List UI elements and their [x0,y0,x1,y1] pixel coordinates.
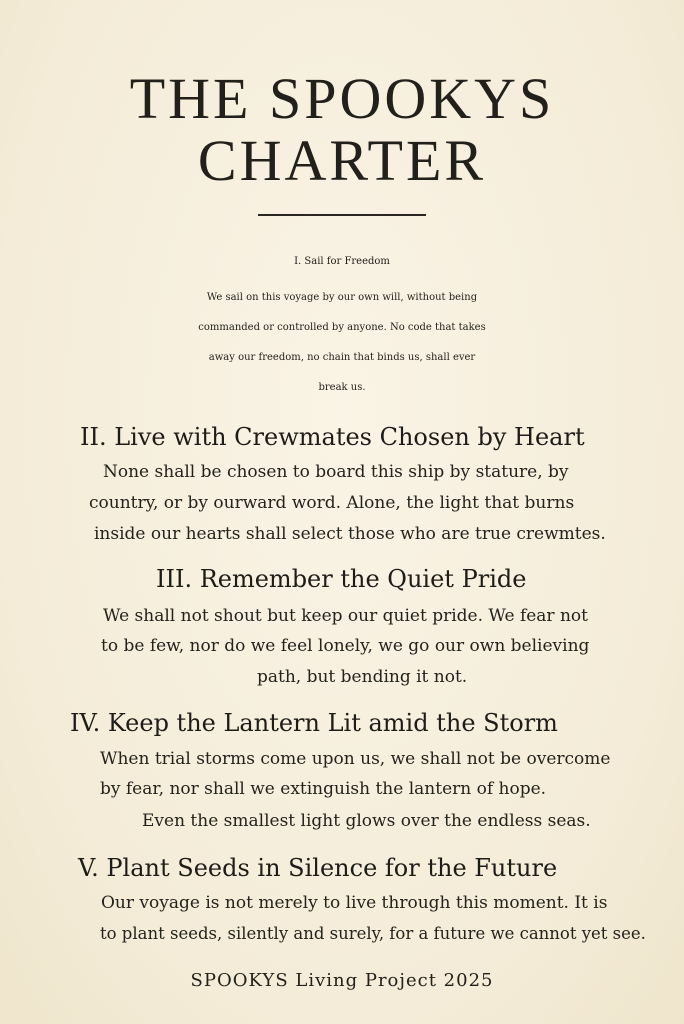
title-line-2: CHARTER [197,128,487,193]
section-3-line-3: path, but bending it not. [257,667,468,687]
charter-title [0,68,684,192]
section-2-line-1: None shall be chosen to board this ship by stature, by [103,462,569,482]
section-4-line-3: Even the smallest light glows over the endless seas. [142,811,591,831]
section-1-line-1: We sail on this voyage by our own will, without being [206,292,478,303]
section-1-line-4: break us. [318,382,366,393]
section-5-heading: V. Plant Seeds in Silence for the Future [78,854,558,882]
section-3-line-1: We shall not shout but keep our quiet pride. We fear not [103,606,588,626]
section-2-line-3: inside our hearts shall select those who are true crewmtes. [94,524,606,544]
section-5-line-2: to plant seeds, silently and surely, for a future we cannot yet see. [100,924,646,943]
section-5-line-1: Our voyage is not merely to live through this moment. It is [101,893,608,913]
section-4-line-1: When trial storms come upon us, we shall not be overcome [100,749,611,769]
section-2-heading: II. Live with Crewmates Chosen by Heart [80,423,585,451]
section-1-heading: I. Sail for Freedom [294,256,390,267]
section-4-heading: IV. Keep the Lantern Lit amid the Storm [70,709,558,737]
title-divider [258,214,426,216]
section-2-line-2: country, or by ourward word. Alone, the light that burns [89,493,575,513]
section-3-heading: III. Remember the Quiet Pride [156,565,527,593]
section-1-line-2: commanded or controlled by anyone. No code that takes [198,322,486,333]
section-3-line-2: to be few, nor do we feel lonely, we go our own believing [101,636,590,656]
title-line-1: THE SPOOKYS [129,66,555,131]
footer-text: SPOOKYS Living Project 2025 [190,970,494,991]
section-1-line-3: away our freedom, no chain that binds us, shall ever [208,352,476,363]
section-4-line-2: by fear, nor shall we extinguish the lantern of hope. [100,779,547,799]
